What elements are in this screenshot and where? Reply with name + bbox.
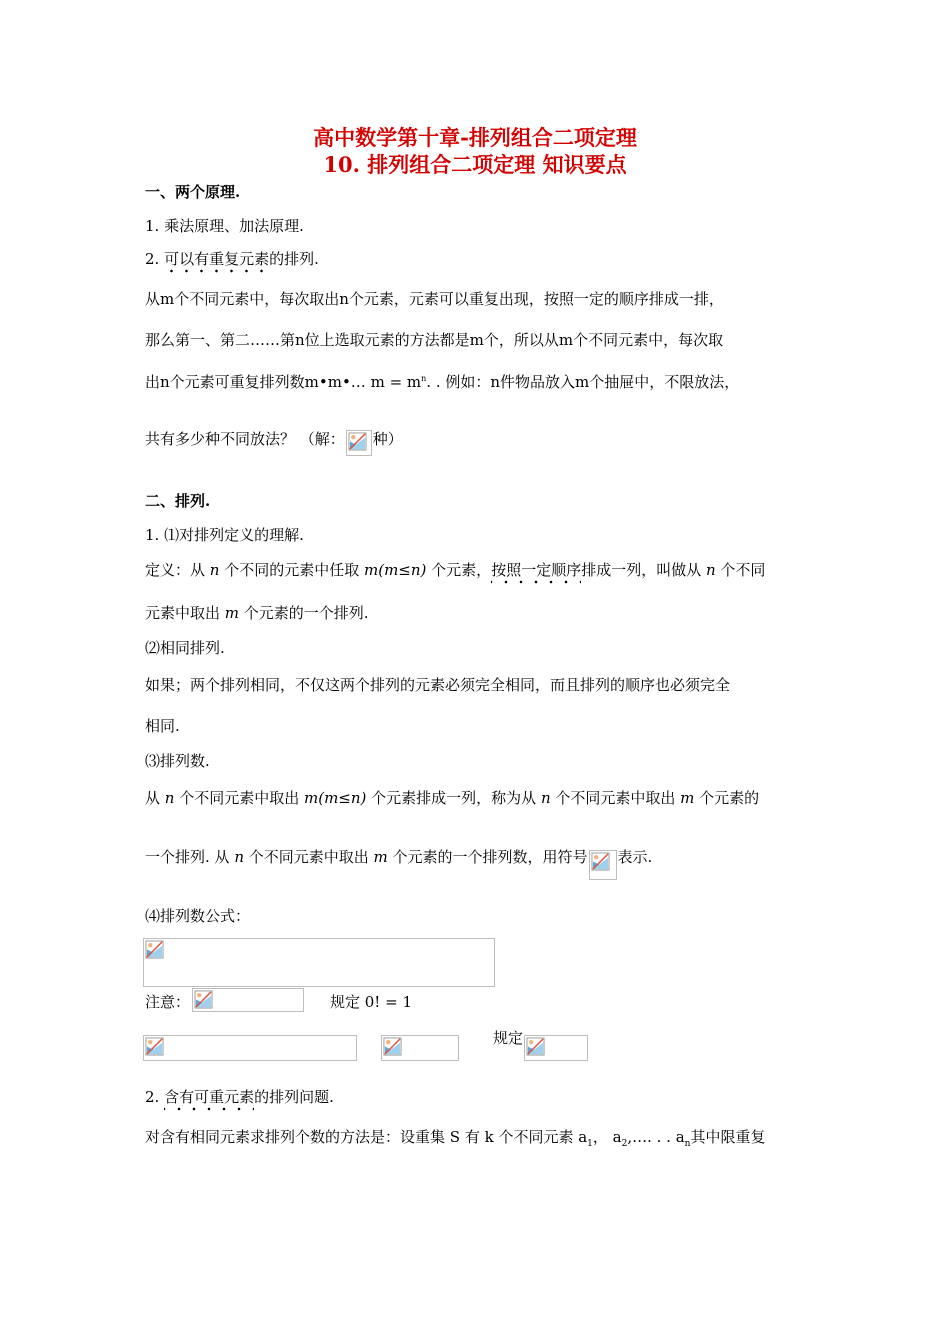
- paragraph: [145, 602, 369, 623]
- text: 个元素，: [426, 561, 492, 579]
- subscript: n: [684, 1139, 691, 1149]
- paragraph: ⑷排列数公式：: [145, 907, 251, 925]
- paragraph: [145, 248, 319, 273]
- formula-image: [143, 1035, 357, 1061]
- paragraph: 1. 乘法原理、加法原理.: [145, 217, 304, 235]
- emphasis-text: 含有可重元素: [164, 1086, 254, 1111]
- text: 个不同: [715, 561, 766, 579]
- broken-image-icon: [145, 1037, 164, 1056]
- text: 个不同的元素中任取: [219, 561, 364, 579]
- text: 个不同元素中取出: [174, 789, 304, 807]
- paragraph: 那么第一、第二……第n位上选取元素的方法都是m个，所以从m个不同元素中，每次取: [145, 331, 724, 349]
- variable: n: [164, 789, 175, 807]
- section-heading-principles: 一、两个原理.: [145, 183, 241, 201]
- variable: n: [234, 848, 244, 866]
- document-title: 高中数学第十章-排列组合二项定理: [313, 125, 637, 150]
- broken-image-icon: [591, 852, 610, 871]
- formula-image: [143, 938, 495, 987]
- text: 从: [145, 789, 165, 807]
- variable: m: [680, 789, 695, 807]
- emphasis-text: 可以有重复元素: [164, 248, 269, 273]
- note-label: 注意：: [145, 993, 191, 1011]
- subscript: 2: [621, 1139, 628, 1149]
- text: 元素中取出: [145, 604, 225, 622]
- emphasis-text: 按照一定顺序: [491, 559, 581, 584]
- text: 的排列.: [269, 250, 319, 268]
- text: 个元素的一个排列.: [239, 604, 369, 622]
- text: 个不同元素中取出: [243, 848, 374, 866]
- formula-image: [381, 1035, 459, 1061]
- text: 共有多少种不同放法？ （解：: [145, 430, 345, 448]
- text: 2.: [145, 1088, 165, 1106]
- broken-image-icon: [145, 940, 164, 959]
- broken-image-icon: [526, 1037, 545, 1056]
- text: 对含有相同元素求排列个数的方法是：设重集 S 有 k 个不同元素 a: [145, 1128, 588, 1146]
- text: 个元素排成一列，称为从: [366, 789, 541, 807]
- text: 一个排列. 从: [145, 848, 235, 866]
- variable: n: [209, 561, 220, 579]
- text: 排成一列，叫做从: [581, 561, 706, 579]
- paragraph: 规定 0! = 1: [330, 993, 412, 1011]
- variable: (m≤n): [318, 789, 367, 807]
- formula-image: [524, 1035, 588, 1061]
- text: 其中限重复: [690, 1128, 766, 1146]
- text: 个元素的一个排列数，用符号: [387, 848, 588, 866]
- text: 2.: [145, 250, 165, 268]
- variable: m: [224, 604, 240, 622]
- variable: n: [705, 561, 716, 579]
- text: 个元素的: [694, 789, 760, 807]
- paragraph: 如果；两个排列相同，不仅这两个排列的元素必须完全相同，而且排列的顺序也必须完全: [145, 676, 731, 694]
- formula-image: [589, 850, 617, 880]
- broken-image-icon: [348, 432, 367, 451]
- paragraph: ⑶排列数.: [145, 752, 210, 770]
- paragraph: [145, 428, 403, 456]
- formula-image: [346, 430, 372, 456]
- variable: n: [540, 789, 551, 807]
- paragraph: [145, 1086, 334, 1111]
- paragraph: 相同.: [145, 717, 180, 735]
- broken-image-icon: [194, 990, 213, 1009]
- paragraph: [145, 846, 652, 880]
- paragraph: [145, 787, 759, 808]
- text: ， a: [592, 1128, 622, 1146]
- text: 出n个元素可重复排列数m•m•… m = m: [145, 373, 422, 391]
- variable: m: [364, 561, 379, 579]
- text: 定义：从: [145, 561, 210, 579]
- text: ,…. . . a: [627, 1128, 685, 1146]
- paragraph: [145, 559, 765, 584]
- superscript: n: [421, 374, 427, 383]
- variable: (m≤n): [378, 561, 427, 579]
- paragraph: 1. ⑴对排列定义的理解.: [145, 526, 304, 544]
- subscript: 1: [587, 1139, 593, 1149]
- section-heading-permutation: 二、排列.: [145, 492, 211, 510]
- text: 的排列问题.: [254, 1088, 334, 1106]
- variable: m: [304, 789, 319, 807]
- paragraph: 从m个不同元素中，每次取出n个元素，元素可以重复出现，按照一定的顺序排成一排，: [145, 290, 724, 308]
- variable: m: [373, 848, 388, 866]
- document-subtitle: 10. 排列组合二项定理 知识要点: [323, 152, 627, 177]
- paragraph: [145, 371, 739, 392]
- text: . . 例如：n件物品放入m个抽屉中，不限放法，: [426, 373, 740, 391]
- text: 个不同元素中取出: [550, 789, 681, 807]
- text: 种）: [372, 430, 403, 448]
- paragraph: ⑵相同排列.: [145, 639, 225, 657]
- broken-image-icon: [383, 1037, 402, 1056]
- text: 表示.: [617, 848, 653, 866]
- formula-image: [192, 988, 304, 1012]
- paragraph: 规定: [493, 1029, 524, 1047]
- paragraph: [145, 1126, 765, 1149]
